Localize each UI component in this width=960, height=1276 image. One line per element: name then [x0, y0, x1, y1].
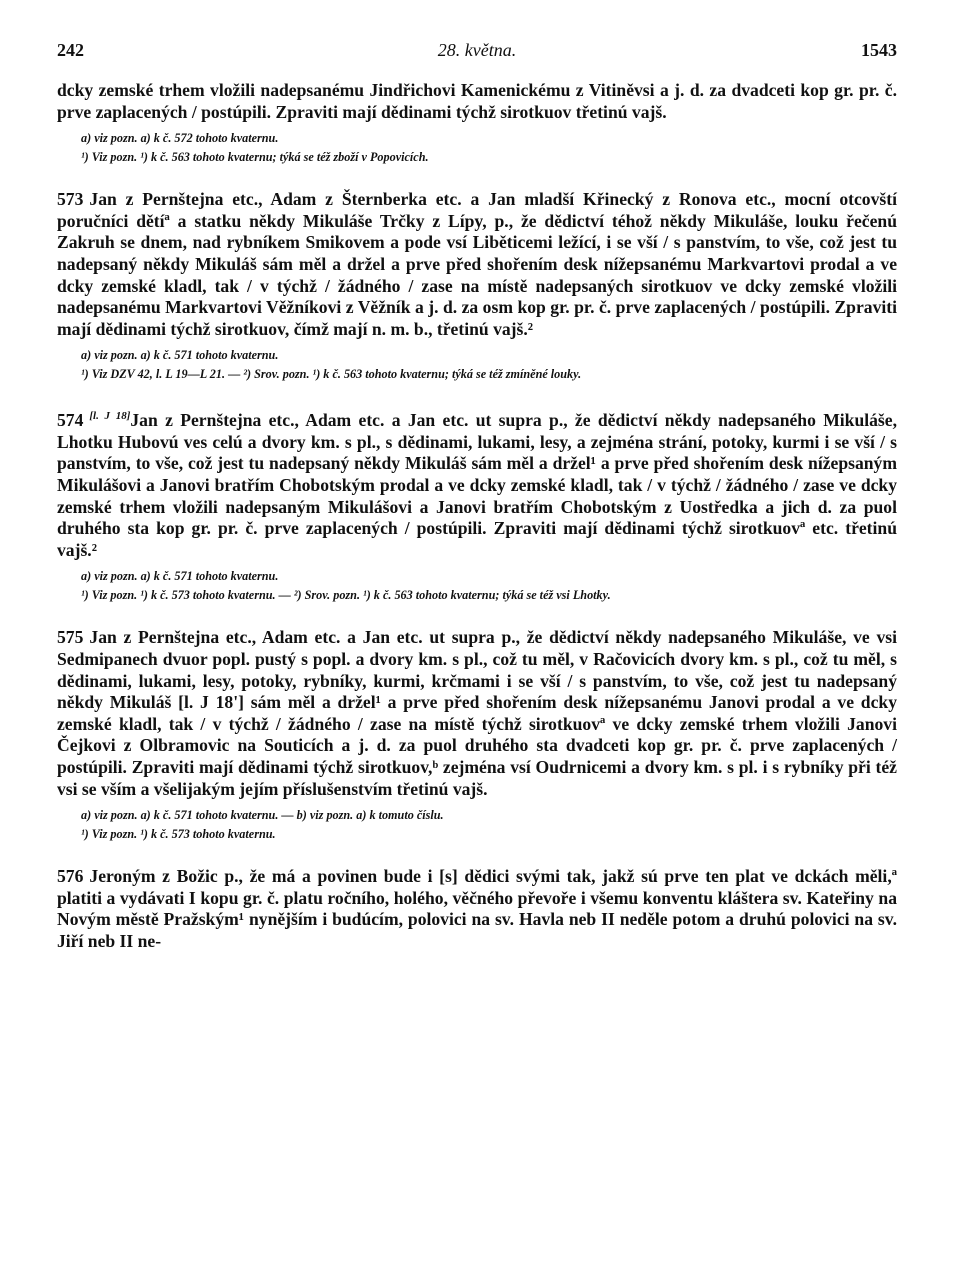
footnote: ¹) Viz pozn. ¹) k č. 573 tohoto kvaternu.	[81, 827, 276, 842]
entry-number: 576	[57, 866, 84, 887]
header-date: 28. května.	[437, 40, 517, 60]
entry-576	[57, 866, 897, 952]
entry-text: Jan z Pernštejna etc., Adam etc. a Jan etc. ut supra p., že dědictví někdy nadepsaného Mikuláše, Lhotku Hubovú ves celú a dvory km. s pl., s dědinami, lukami, lesy, a zejména strání, potoky, kurmi i se vší / s panstvím, to vše, což jest tu nadepsaný někdy Mikuláš sám měl a držel¹ a prve před shořením desk nížepsaným Mikulášovi a Janovi bratřím Chobotským prodal a ve dcky zemské kladl, tak / v týchž / žádného / zase ve dcky zemské trhem vložili nadepsaným Mikulášovi a Janovi bratřím Chobotským z Uostředka a jich d. za puol druhého sta kop gr. pr. č. prve zaplacených / postúpili. Zpraviti mají dědinami týchž sirotkuovª etc. třetinú vajš.²	[57, 410, 897, 560]
entry-text: Jan z Pernštejna etc., Adam etc. a Jan etc. ut supra p., že dědictví někdy nadepsaného Mikuláše, ve vsi Sedmipanech dvuor popl. pustý s popl. a dvory km. s pl., což tu měl, v Račovicích dvory km. s pl., což tu měl, s dědinami, lukami, lesy, potoky, rybníky, kurmi, krčmami i se vší / s panstvím, to vše, což jest tu nadepsaný někdy Mikuláš [l. J 18'] sám měl a držel¹ a prve před shořením desk nížepsanému Janovi prodal a ve dcky zemské kladl, tak / v týchž / žádného / zase na místě týchž sirotkuovª ve dcky zemské trhem vložili Janovi Čejkovi z Olbramovic na Souticích a j. d. za puol druhého sta dvadceti kop gr. pr. č. prve zaplacených / postúpili. Zpraviti mají dědinami týchž sirotkuov,ᵇ zejména vsí Oudrnicemi a dvory km. s pl. i s rybníky při též vsi se vším a všelijakým jejím příslušenstvím třetinú vajš.	[57, 627, 897, 799]
opening-notes	[57, 129, 897, 167]
entry-paragraph	[57, 189, 897, 340]
entry-text: Jeroným z Božic p., že má a povinen bude i [s] dědici svými tak, jakž sú prve ten plat ve dckách měli,ª platiti a vydávati I kopu gr. č. platu ročního, holého, věčného převoře i všemu konventu kláštera sv. Kateřiny na Novým městě Pražským¹ nynějším i budúcím, polovici na sv. Havla neb II neděle potom a druhú polovici na sv. Jiří neb II ne-	[57, 866, 897, 951]
footnote: a) viz pozn. a) k č. 572 tohoto kvaternu.	[81, 131, 279, 146]
entry-573	[57, 189, 897, 384]
footnote: a) viz pozn. a) k č. 571 tohoto kvaternu. — b) viz pozn. a) k tomuto číslu.	[81, 808, 444, 823]
footnote: ¹) Viz pozn. ¹) k č. 563 tohoto kvaternu; týká se též zboží v Popovicích.	[81, 150, 429, 165]
document-page	[57, 38, 897, 952]
folio-marker: [l. J 18]	[89, 410, 131, 423]
entry-number: 574	[57, 410, 84, 431]
opening-paragraph: dcky zemské trhem vložili nadepsanému Jindřichovi Kamenickému z Vitiněvsi a j. d. za dvadceti kop gr. pr. č. prve zaplacených / postúpili. Zpraviti mají dědinami týchž sirotkuov třetinú vajš.	[57, 80, 897, 122]
footnote: ¹) Viz pozn. ¹) k č. 573 tohoto kvaternu. — ²) Srov. pozn. ¹) k č. 563 tohoto kvaternu; týká se též vsi Lhotky.	[81, 588, 611, 603]
entry-paragraph	[57, 627, 897, 800]
opening-block	[57, 80, 897, 167]
footnote: a) viz pozn. a) k č. 571 tohoto kvaternu.	[81, 348, 279, 363]
entry-notes	[57, 567, 897, 605]
footnote: ¹) Viz DZV 42, l. L 19—L 21. — ²) Srov. pozn. ¹) k č. 563 tohoto kvaternu; týká se též zmíněné louky.	[81, 367, 582, 382]
entry-number: 575	[57, 627, 84, 648]
entry-text: Jan z Pernštejna etc., Adam z Šternberka etc. a Jan mladší Křinecký z Ronova etc., mocní otcovští poručníci dětíª a statku někdy Mikuláše Trčky z Lípy, p., že dědictví téhož někdy Mikuláše, louku řečenú Zakruh se dnem, nad rybníkem Smikovem a pode vsí Liběticemi ležící, i se vší / s panstvím, to vše, což jest tu nadepsaný někdy Mikuláš sám měl a držel a prve před shořením desk nížepsanému Markvartovi prodal a ve dcky zemské kladl, tak / v týchž / žádného / zase na místě nadepsaných sirotkuov ve dcky zemské vložili nadepsanému Markvartovi Věžníkovi z Věžník a j. d. za osm kop gr. pr. č. prve zaplacených / postúpili. Zpraviti mají dědinami týchž sirotkuov, čímž mají n. m. b., třetinú vajš.²	[57, 189, 897, 339]
entry-575	[57, 627, 897, 844]
entry-paragraph	[57, 866, 897, 952]
entry-notes	[57, 346, 897, 384]
entry-notes	[57, 806, 897, 844]
entry-number: 573	[57, 189, 84, 210]
entry-paragraph	[57, 406, 897, 561]
entry-574	[57, 406, 897, 605]
volume-number: 1543	[861, 40, 897, 60]
running-header	[57, 38, 897, 72]
page-number: 242	[57, 40, 84, 60]
footnote: a) viz pozn. a) k č. 571 tohoto kvaternu.	[81, 569, 279, 584]
